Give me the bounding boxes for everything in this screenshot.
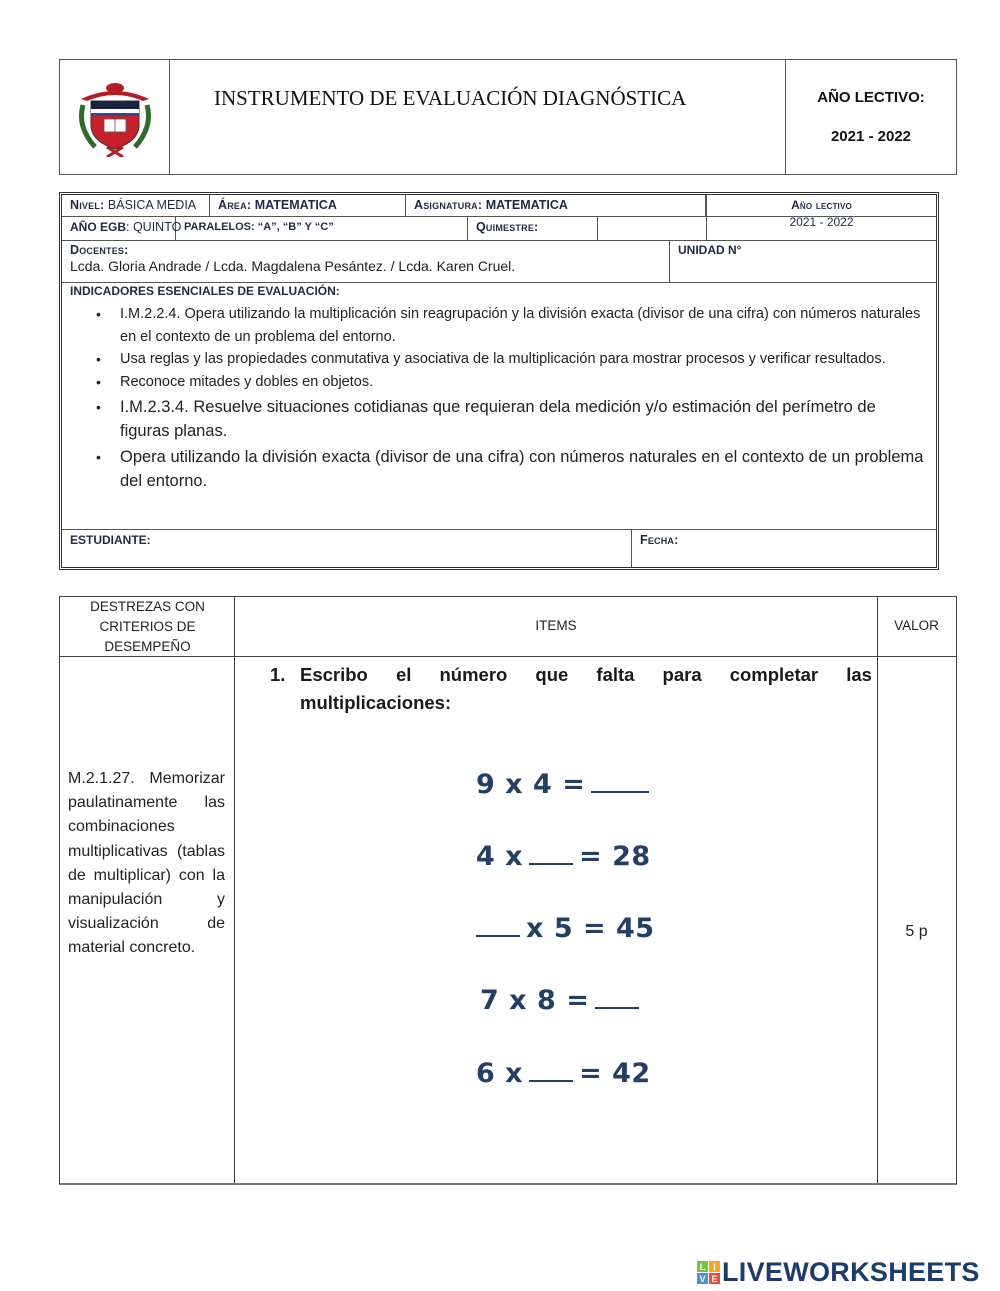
question-word: número — [439, 664, 508, 685]
question-word: que — [535, 664, 569, 685]
quimestre-label: Quimestre: — [476, 220, 539, 234]
question-word: el — [395, 664, 412, 685]
docentes-value: Lcda. Gloria Andrade / Lcda. Magdalena Pesántez. / Lcda. Karen Cruel. — [70, 258, 516, 274]
header-items: ITEMS — [535, 618, 577, 633]
estudiante-label: ESTUDIANTE: — [70, 533, 151, 547]
area-value: MATEMATICA — [254, 198, 337, 212]
badge-letter: L — [697, 1261, 708, 1272]
paralelos-label: PARALELOS: “A”, “B” Y “C” — [184, 221, 334, 233]
indicador-item: • Reconoce mitades y dobles en objetos. — [62, 371, 936, 394]
unidad-cell — [670, 241, 936, 282]
badge-letter: V — [697, 1273, 708, 1284]
logo-cell — [60, 60, 170, 174]
equation-1 — [476, 769, 655, 800]
header-destrezas — [60, 597, 235, 657]
items-table-header — [60, 597, 956, 657]
unidad-label: UNIDAD N° — [678, 243, 742, 257]
live-badge-icon — [697, 1261, 720, 1284]
indicador-item: • Usa reglas y las propiedades conmutativa y asociativa de la multiplicación para mostrar procesos y verificar resultados. — [62, 348, 936, 371]
asignatura-cell — [406, 195, 706, 216]
equation-right: x 5 = 45 — [526, 913, 655, 944]
question-text-line-1 — [270, 661, 872, 689]
info-row-indicadores — [62, 283, 936, 530]
equation-left: 7 x 8 = — [480, 985, 590, 1016]
equation-5 — [476, 1058, 651, 1089]
answer-blank-input[interactable] — [529, 863, 573, 865]
year-cell — [786, 60, 956, 174]
paralelos-cell — [176, 217, 468, 240]
info-row-2 — [62, 217, 706, 241]
liveworksheets-logo[interactable] — [697, 1257, 980, 1288]
area-label: Área: — [218, 198, 252, 212]
badge-letter: I — [709, 1261, 720, 1272]
question-word: las — [846, 664, 872, 685]
header-destrezas-line: DESEMPEÑO — [104, 639, 191, 654]
answer-blank-input[interactable] — [595, 1007, 639, 1009]
question-word: falta — [596, 664, 635, 685]
question-word: completar — [729, 664, 819, 685]
year-value: 2021 - 2022 — [830, 128, 912, 145]
fecha-field[interactable] — [632, 530, 936, 567]
year-label: AÑO LECTIVO: — [817, 89, 925, 106]
anio-lectivo-label: Año lectivo — [791, 198, 852, 212]
indicador-item: • I.M.2.2.4. Opera utilizando la multiplicación sin reagrupación y la división exacta (divisor de una cifra) con números naturales en el contexto de un problema del entorno. — [62, 303, 936, 348]
destreza-text: M.2.1.27. Memorizar paulatinamente las combinaciones multiplicativas (tablas de multiplicar) con la manipulación y visualización de material concreto. — [68, 770, 225, 957]
anio-egb-cell — [62, 217, 182, 240]
title-cell — [170, 60, 786, 174]
valor-value: 5 p — [905, 923, 928, 940]
document-title: INSTRUMENTO DE EVALUACIÓN DIAGNÓSTICA — [214, 86, 687, 110]
equation-right: = 42 — [579, 1058, 651, 1089]
fecha-label: Fecha: — [640, 533, 679, 547]
header-valor: VALOR — [894, 618, 939, 633]
brand-text: LIVEWORKSHEETS — [722, 1257, 980, 1287]
quimestre-value-field[interactable] — [598, 217, 706, 240]
info-row-docentes — [62, 241, 936, 283]
docentes-label: Docentes: — [70, 243, 129, 257]
equation-3 — [476, 913, 655, 944]
question-number: 1. — [270, 664, 286, 685]
equation-left: 4 x — [476, 841, 524, 872]
question-word: Escribo — [300, 664, 368, 685]
equation-2 — [476, 841, 651, 872]
anio-egb-value: : QUINTO — [126, 220, 182, 234]
header-destrezas-line: DESTREZAS CON — [90, 599, 205, 614]
answer-blank-input[interactable] — [591, 791, 649, 793]
docentes-cell — [62, 241, 670, 282]
indicadores-label: INDICADORES ESENCIALES DE EVALUACIÓN: — [70, 284, 340, 298]
nivel-cell — [62, 195, 210, 216]
estudiante-field[interactable] — [62, 530, 632, 567]
asignatura-label: Asignatura: — [414, 198, 483, 212]
equation-right: = 28 — [579, 841, 651, 872]
answer-blank-input[interactable] — [529, 1080, 573, 1082]
area-cell — [210, 195, 406, 216]
indicador-item: • Opera utilizando la división exacta (divisor de una cifra) con números naturales en el contexto de un problema del entorno. — [62, 445, 936, 493]
indicadores-list — [62, 303, 936, 493]
items-table — [59, 596, 957, 1185]
equation-left: 6 x — [476, 1058, 524, 1089]
nivel-label: Nivel: — [70, 198, 105, 212]
header-destrezas-line: CRITERIOS DE — [99, 619, 196, 634]
indicador-item: • I.M.2.3.4. Resuelve situaciones cotidianas que requieran dela medición y/o estimación del perímetro de figuras planas. — [62, 395, 936, 443]
badge-letter: E — [709, 1273, 720, 1284]
info-row-estudiante — [62, 530, 936, 567]
answer-blank-input[interactable] — [476, 935, 520, 937]
quimestre-cell — [468, 217, 598, 240]
asignatura-value: MATEMATICA — [485, 198, 568, 212]
school-crest-icon — [73, 77, 157, 157]
equation-left: 9 x 4 = — [476, 769, 586, 800]
anio-lectivo-cell — [706, 195, 936, 241]
equation-4 — [480, 985, 645, 1016]
nivel-value: BÁSICA MEDIA — [107, 198, 197, 212]
valor-column — [877, 597, 956, 1183]
question-1 — [270, 661, 872, 717]
question-word: para — [662, 664, 702, 685]
document-header — [59, 59, 957, 175]
question-text-line-2: multiplicaciones: — [300, 692, 452, 713]
info-table — [59, 192, 939, 570]
anio-lectivo-value: 2021 - 2022 — [789, 215, 854, 229]
anio-egb-label: AÑO EGB — [70, 220, 127, 234]
